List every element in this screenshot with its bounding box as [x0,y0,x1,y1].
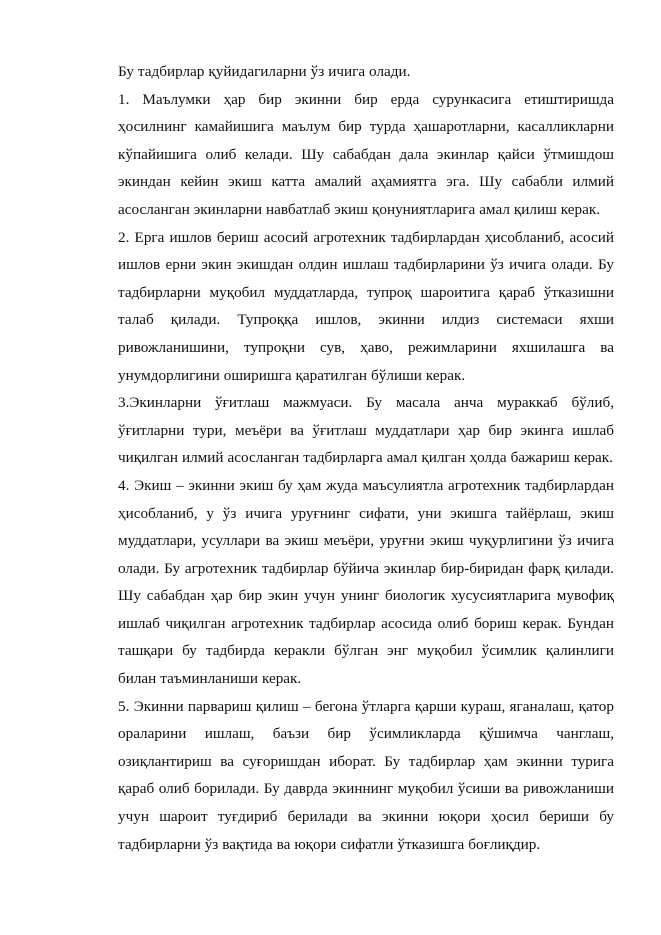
paragraph-text: 5. Экинни парвариш қилиш – бегона ўтларга қарши кураш, яганалаш, қатор ораларини ишлаш, баъзи бир ўсимликларда қўшимча чанглаш, озиқлантириш ва суғоришдан иборат. Бу тадбирлар ҳам экинни турига қараб олиб борилади. Бу даврда экиннинг муқобил ўсиши ва ривожланиши учун шароит туғдириб берилади ва экинни юқори ҳосил бериши бу тадбирларни ўз вақтида ва юқори сифатли ўтказишга боғлиқдир. [118,697,614,853]
paragraph-text: 1. Маълумки ҳар бир экинни бир ерда сурункасига етиштиришда ҳосилнинг камайишига маълум бир турда ҳашаротларни, касалликларни кўпайишига олиб келади. Шу сабабдан дала экинлар қайси ўтмишдош экиндан кейин экиш катта амалий аҳамиятга эга. Шу сабабли илмий асосланган экинларни навбатлаб экиш қонуниятларига амал қилиш керак. [118,90,614,218]
paragraph-text: 2. Ерга ишлов бериш асосий агротехник тадбирлардан ҳисобланиб, асосий ишлов ерни экин экишдан олдин ишлаш тадбирларини ўз ичига олади. Бу тадбирларни муқобил муддатларда, тупроқ шароитига қараб ўтказишни талаб қилади. Тупроққа ишлов, экинни илдиз системаси яхши ривожланишини, тупроқни сув, ҳаво, режимларини яхшилашга ва унумдорлигини оширишга қаратилган бўлиши керак. [118,228,614,384]
paragraph-text: 4. Экиш – экинни экиш бу ҳам жуда маъсулиятла агротехник тадбирлардан ҳисобланиб, у ўз ичига уруғнинг сифати, уни экишга тайёрлаш, экиш муддатлари, усуллари ва экиш меъёри, уруғни экиш чуқурлигини ўз ичига олади. Бу агротехник тадбирлар бўйича экинлар бир-биридан фарқ қилади. Шу сабабдан ҳар бир экин учун унинг биологик хусусиятларига мувофиқ ишлаб чиқилган агротехник тадбирлар асосида олиб бориш керак. Бундан ташқари бу тадбирда керакли бўлган энг муқобил ўсимлик қалинлиги билан таъминланиши керак. [118,476,614,688]
paragraph-1 [118,86,614,224]
paragraph-5 [118,693,614,859]
paragraph-text: 3.Экинларни ўғитлаш мажмуаси. Бу масала анча мураккаб бўлиб, ўғитларни тури, меъёри ва ўғитлаш муддатлари ҳар бир экинга ишлаб чиқилган илмий асосланган тадбирларга амал қилган ҳолда бажариш керак. [118,394,614,467]
paragraph-4 [118,472,614,693]
paragraph-3 [118,389,614,472]
paragraph-text: Бу тадбирлар қуйидагиларни ўз ичига олади. [118,63,411,80]
paragraph-2 [118,224,614,390]
document-body [118,58,614,858]
paragraph-intro [118,58,614,86]
